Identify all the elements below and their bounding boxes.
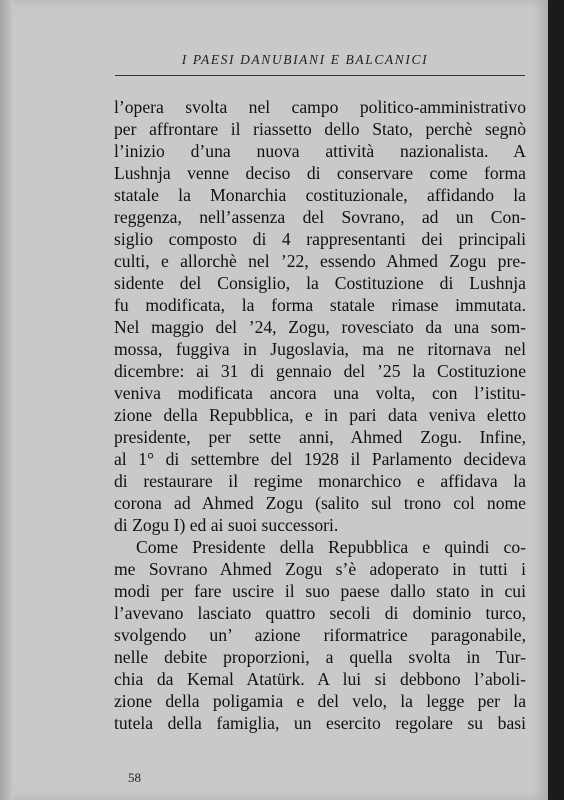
text-line: culti, e allorchè nel ’22, essendo Ahmed Zogu pre- [114,251,526,271]
text-line: svolgendo un’ azione riformatrice paragonabile, [114,625,526,645]
page-gutter-shadow [0,0,14,800]
text-line: per affrontare il riassetto dello Stato, perchè segnò [114,119,526,139]
text-line: di Zogu I) ed ai suoi successori. [114,515,339,535]
text-line: Lushnja venne deciso di conservare come forma [114,163,526,183]
running-head: I PAESI DANUBIANI E BALCANICI [181,52,429,67]
text-line: statale la Monarchia costituzionale, affidando la [114,185,526,205]
text-line: presidente, per sette anni, Ahmed Zogu. Infine, [114,427,526,447]
body-text [114,96,526,734]
page-number: 58 [128,770,141,785]
text-line: zione della Repubblica, e in pari data veniva eletto [114,405,526,425]
text-line: siglio composto di 4 rappresentanti dei principali [114,229,526,249]
text-line: mossa, fuggiva in Jugoslavia, ma ne ritornava nel [114,339,526,359]
text-line: corona ad Ahmed Zogu (salito sul trono col nome [114,493,526,513]
text-line: al 1° di settembre del 1928 il Parlamento decideva [114,449,526,469]
text-line: sidente del Consiglio, la Costituzione di Lushnja [114,273,526,293]
text-line: di restaurare il regime monarchico e affidava la [114,471,526,491]
text-line: chia da Kemal Atatürk. A lui si debbono l’aboli- [114,669,526,689]
text-line: modi per fare uscire il suo paese dallo stato in cui [114,581,526,601]
text-line: nelle debite proporzioni, a quella svolta in Tur- [114,647,526,667]
text-line: fu modificata, la forma statale rimase immutata. [114,295,526,315]
text-line: reggenza, nell’assenza del Sovrano, ad un Con- [114,207,526,227]
text-line: zione della poligamia e del velo, la legge per la [114,691,526,711]
text-line: l’avevano lasciato quattro secoli di dominio turco, [114,603,526,623]
text-line: tutela della famiglia, un esercito regolare su basi [114,713,526,733]
text-line: dicembre: ai 31 di gennaio del ’25 la Costituzione [114,361,526,381]
header-rule [115,75,525,76]
text-line: Nel maggio del ’24, Zogu, rovesciato da una som- [114,317,526,337]
text-line: Come Presidente della Repubblica e quindi co- [136,537,526,557]
text-line: veniva modificata ancora una volta, con l’istitu- [114,383,526,403]
text-line: l’inizio d’una nuova attività nazionalista. A [114,141,526,161]
text-line: me Sovrano Ahmed Zogu s’è adoperato in tutti i [114,559,526,579]
text-line: l’opera svolta nel campo politico-amministrativo [114,97,526,117]
